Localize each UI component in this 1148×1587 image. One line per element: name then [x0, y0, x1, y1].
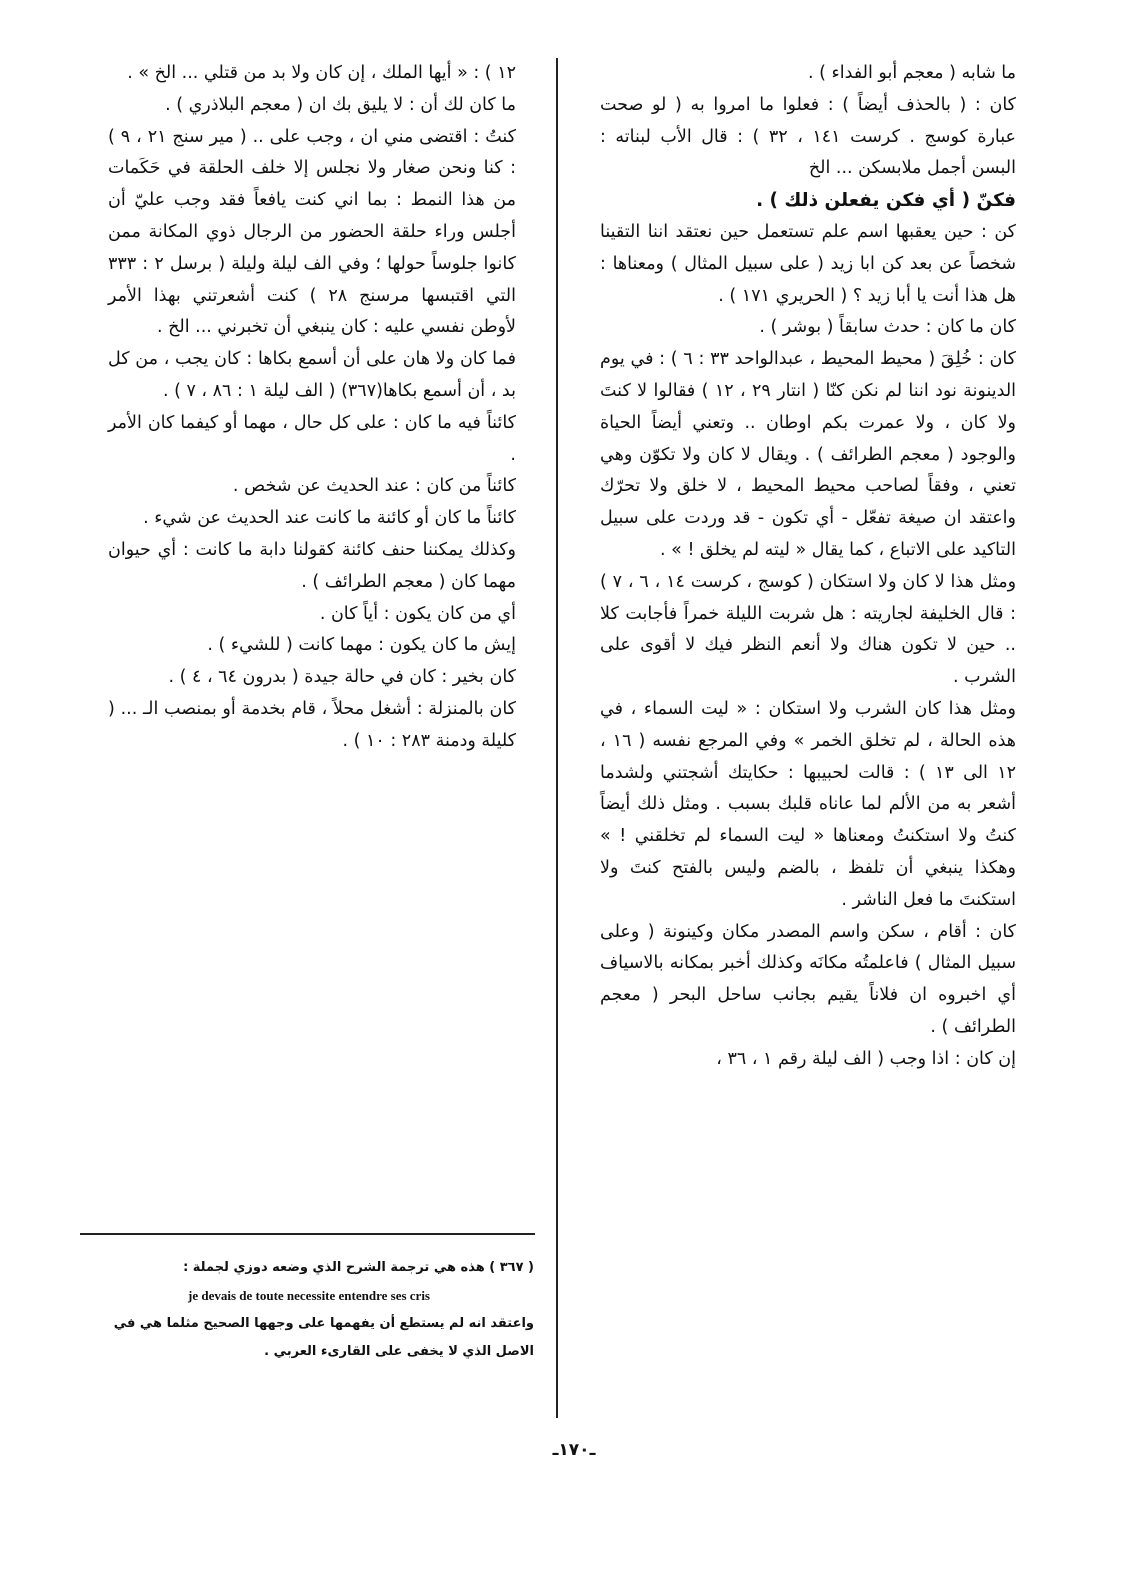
paragraph: كان بالمنزلة : أشغل محلاً ، قام بخدمة أو بمنصب الـ ... ( كليلة ودمنة ٢٨٣ : ١٠ ) .: [108, 698, 516, 751]
left-column: [108, 58, 516, 758]
paragraph: فكنّ ( أي فكن يفعلن ذلك ) .: [756, 190, 1016, 212]
paragraph: كن : حين يعقبها اسم علم تستعمل حين نعتقد اننا التقينا شخصاً عن بعد كن ابا زيد ( على سبيل المثال ) ومعناها : هل هذا أنت يا أبا زيد ؟ ( الحريري ١٧١ ) .: [600, 221, 1016, 306]
footnote: [84, 1254, 534, 1366]
paragraph: إيش ما كان يكون : مهما كانت ( للشيء ) .: [207, 635, 516, 656]
paragraph: فما كان ولا هان على أن أسمع بكاها : كان يجب ، من كل بد ، أن أسمع بكاها(٣٦٧) ( الف ليلة ١ : ٨٦ ، ٧ ) .: [108, 349, 516, 401]
paragraph: ما شابه ( معجم أبو الفداء ) .: [808, 63, 1016, 83]
paragraph: ما كان لك أن : لا يليق بك ان ( معجم البلاذري ) .: [165, 94, 516, 115]
paragraph: كان : أقام ، سكن واسم المصدر مكان وكينونة ( وعلى سبيل المثال ) فاعلمتُه مكانَه وكذلك أخبر بمكانه بالاسياف أي اخبروه ان فلاناً يقيم بجانب ساحل البحر ( معجم الطرائف ) .: [600, 921, 1016, 1037]
paragraph: إن كان : اذا وجب ( الف ليلة رقم ١ ، ٣٦ ،: [716, 1048, 1016, 1069]
paragraph: ١٢ ) : « أيها الملك ، إن كان ولا بد من قتلي ... الخ » .: [127, 63, 516, 83]
footnote-rule: [80, 1233, 535, 1235]
paragraph: وكذلك يمكننا حنف كائنة كقولنا دابة ما كانت : أي حيوان مهما كان ( معجم الطرائف ) .: [108, 539, 516, 592]
paragraph: كان ما كان : حدث سابقاً ( بوشر ) .: [759, 317, 1016, 338]
paragraph: كنتُ : اقتضى مني ان ، وجب على .. ( مير سنج ٢١ ، ٩ ) : كنا ونحن صغار ولا نجلس إلا خلف الحلقة في حَكَمات من هذا النمط : بما اني كنت يافعاً فقد وجب عليّ أن أجلس وراء حلقة الحضور من الرجال ذوي المكانة ممن كانوا جلوساً حولها ؛ وفي الف ليلة وليلة ( برسل ٢ : ٣٣٣ التي اقتبسها مرسنج ٢٨ ) كنت أشعرتني بهذا الأمر لأوطن نفسي عليه : كان ينبغي أن تخبرني ... الخ .: [108, 126, 517, 338]
paragraph: كان : خُلِقَ ( محيط المحيط ، عبدالواحد ٣٣ : ٦ ) : في يوم الدينونة نود اننا لم نكن كنّا ( انتار ٢٩ ، ١٢ ) فقالوا لا كنتَ ولا كان ، ولا عمرت بكم اوطان .. وتعني أيضاً الحياة والوجود ( معجم الطرائف ) . ويقال لا كان ولا تكوّن وهي تعني ، وفقاً لصاحب محيط المحيط ، لا خلق ولا تحرّك واعتقد ان صيغة تفعّل - أي تكون - قد وردت على سبيل التاكيد على الاتباع ، كما يقال « ليته لم يخلق ! » .: [600, 349, 1017, 560]
paragraph: كائناً فيه ما كان : على كل حال ، مهما أو كيفما كان الأمر .: [108, 412, 516, 465]
footnote-line-2: واعتقد انه لم يستطع أن يفهمها على وجهها الصحيح مثلما هي في الاصل الذي لا يخفى على القارىء العربي .: [113, 1316, 534, 1359]
page-number: ـ١٧٠ـ: [552, 1440, 596, 1460]
right-column: [600, 58, 1016, 1076]
paragraph: كائناً من كان : عند الحديث عن شخص .: [232, 476, 516, 497]
footnote-french-quote: je devais de toute necessite entendre ses cris: [187, 1288, 430, 1303]
paragraph: ومثل هذا كان الشرب ولا استكان : « ليت السماء ، في هذه الحالة ، لم تخلق الخمر » وفي المرجع نفسه ( ١٦ ، ١٢ الى ١٣ ) : قالت لحبيبها : حكايتك أشجتني ولشدما أشعر به من الألم لما عاناه قلبك بسبب . ومثل ذلك أيضاً كنتُ ولا استكنتُ ومعناها « ليت السماء لم تخلقني ! » وهكذا ينبغي أن تلفظ ، بالضم وليس بالفتح كنتَ ولا استكنتَ ما فعل الناشر .: [600, 698, 1016, 910]
footnote-line-1: ( ٣٦٧ ) هذه هي ترجمة الشرح الذي وضعه دوزي لجملة :: [183, 1260, 534, 1275]
paragraph: ومثل هذا لا كان ولا استكان ( كوسج ، كرست ١٤ ، ٦ ، ٧ ) : قال الخليفة لجاريته : هل شربت الليلة خمراً فأجابت كلا .. حين لا تكون هناك ولا أنعم النظر فيك لا أقوى على الشرب .: [600, 571, 1017, 688]
paragraph: أي من كان يكون : أياً كان .: [319, 603, 516, 624]
paragraph: كان بخير : كان في حالة جيدة ( بدرون ٦٤ ، ٤ ) .: [168, 667, 516, 688]
paragraph: كائناً ما كان أو كائنة ما كانت عند الحديث عن شيء .: [143, 508, 516, 529]
column-divider: [556, 58, 558, 1418]
paragraph: كان : ( بالحذف أيضاً ) : فعلوا ما امروا به ( لو صحت عبارة كوسج . كرست ١٤١ ، ٣٢ ) : قال الأب لبناته : البسن أجمل ملابسكن ... الخ: [600, 94, 1016, 179]
